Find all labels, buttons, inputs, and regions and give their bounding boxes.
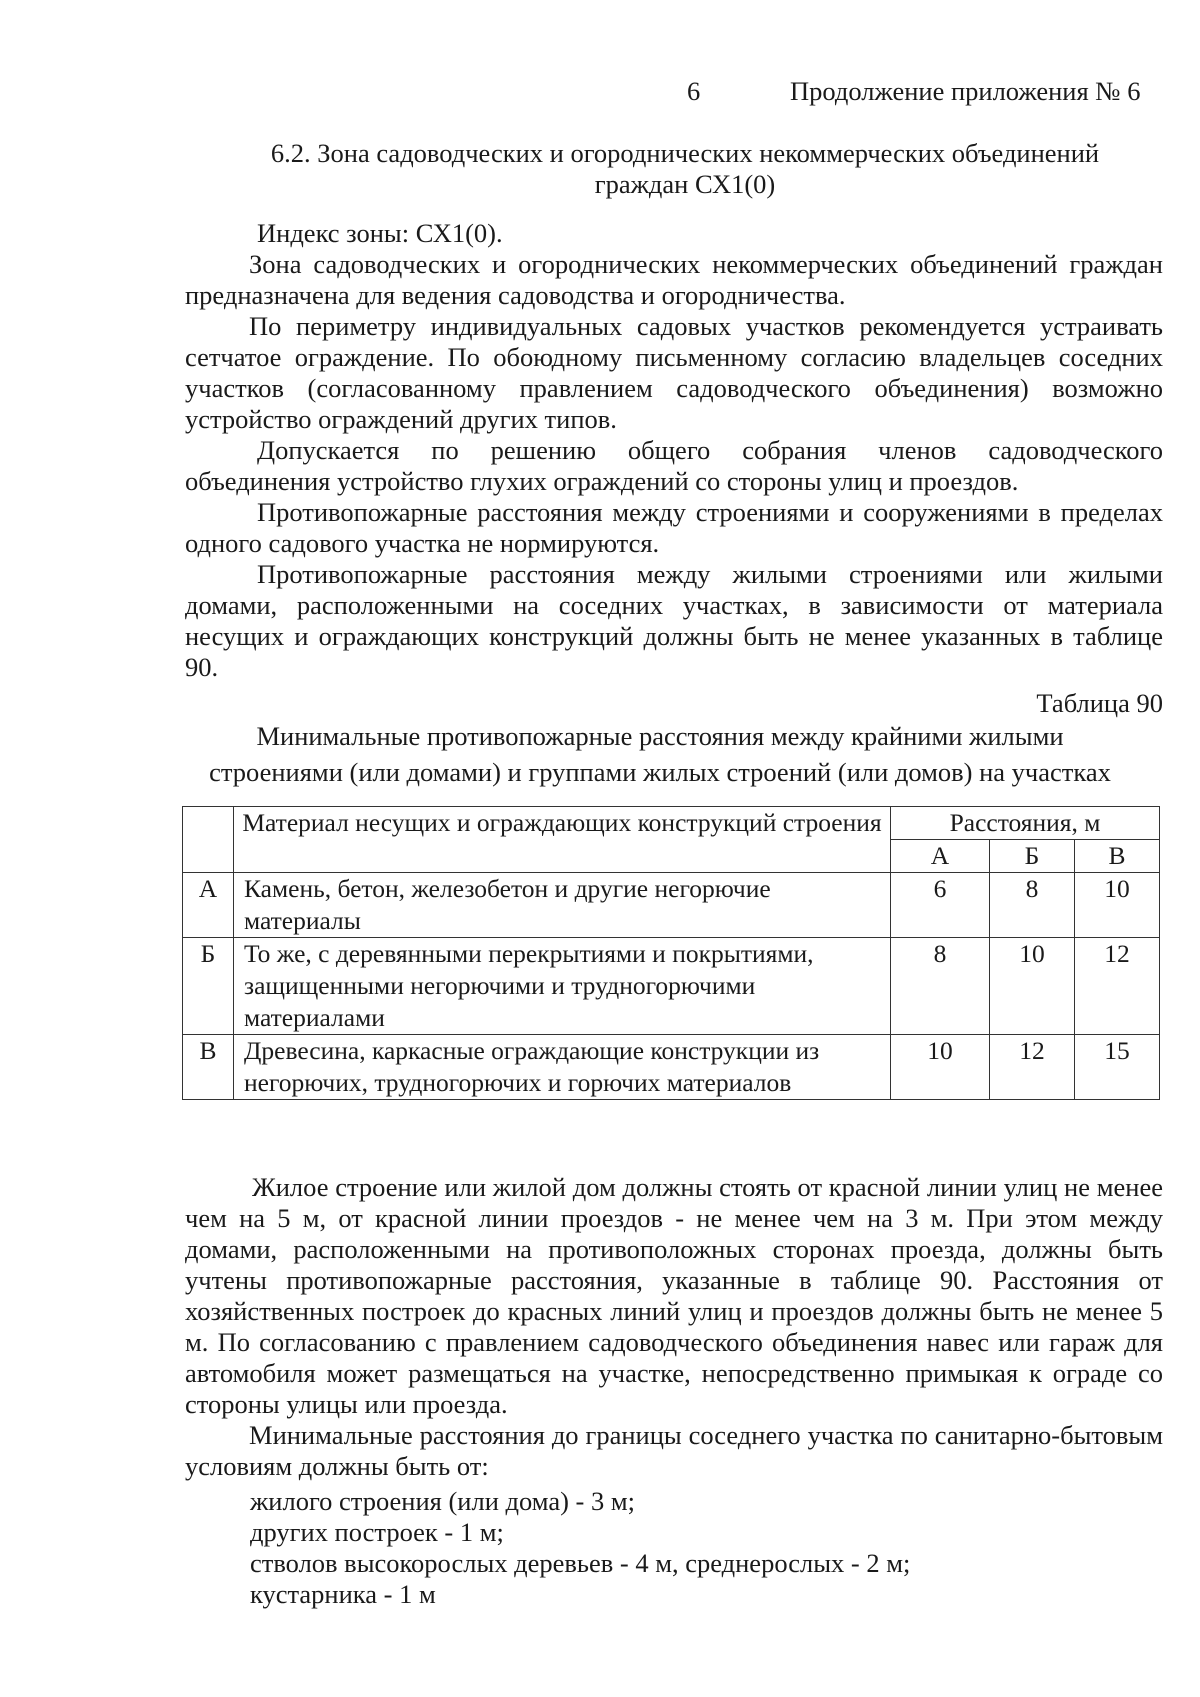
row-value-b: 12: [990, 1035, 1075, 1100]
list-item: кустарника - 1 м: [250, 1579, 436, 1609]
table-title-line1: Минимальные противопожарные расстояния между крайними жилыми: [256, 721, 1064, 751]
row-value-a: 8: [891, 938, 990, 1035]
table-header-material: Материал несущих и ограждающих конструкций строения: [234, 807, 891, 873]
page-number: 6: [687, 76, 701, 106]
row-value-b: 8: [990, 873, 1075, 938]
paragraph-purpose: Зона садоводческих и огороднических некоммерческих объединений граждан предназначена для ведения садоводства и огородничества.: [185, 249, 1163, 310]
after-table-text: [185, 1172, 1163, 1482]
row-value-b: 10: [990, 938, 1075, 1035]
list-item: других построек - 1 м;: [250, 1517, 504, 1547]
paragraph-fire-distances-same-plot: Противопожарные расстояния между строениями и сооружениями в пределах одного садового участка не нормируются.: [185, 497, 1163, 558]
fire-distance-table: [182, 806, 1160, 1100]
row-value-a: 10: [891, 1035, 990, 1100]
table-title: [180, 718, 1140, 790]
row-key: Б: [183, 938, 234, 1035]
table-subheader-b: Б: [990, 840, 1075, 873]
row-key: В: [183, 1035, 234, 1100]
section-title: [185, 138, 1185, 200]
paragraph-sanitary-distances: Минимальные расстояния до границы соседнего участка по санитарно-бытовым условиям должны быть от:: [185, 1420, 1163, 1481]
paragraph-solid-fences: Допускается по решению общего собрания членов садоводческого объединения устройство глухих ограждений со стороны улиц и проездов.: [185, 435, 1163, 496]
continuation-note: Продолжение приложения № 6: [790, 76, 1141, 106]
table-header-distances: Расстояния, м: [891, 807, 1160, 840]
table-row: [183, 938, 1160, 1035]
paragraph-red-lines: Жилое строение или жилой дом должны стоять от красной линии улиц не менее чем на 5 м, от красной линии проездов - не менее чем на 3 м. При этом между домами, расположенными на противоположных сторонах проезда, должны быть учтены противопожарные расстояния, указанные в таблице 90. Расстояния от хозяйственных построек до красных линий улиц и проездов должны быть не менее 5 м. По согласованию с правлением садоводческого объединения навес или гараж для автомобиля может размещаться на участке, непосредственно примыкая к ограде со стороны улицы или проезда.: [185, 1172, 1163, 1419]
table-header-row: [183, 807, 1160, 840]
paragraph-fencing: По периметру индивидуальных садовых участков рекомендуется устраивать сетчатое ограждение. По обоюдному письменному согласию владельцев соседних участков (согласованному правлением садоводческого объединения) возможно устройство ограждений других типов.: [185, 311, 1163, 434]
row-value-v: 15: [1075, 1035, 1160, 1100]
table-row: [183, 1035, 1160, 1100]
distance-list: [250, 1486, 1150, 1610]
table-row: [183, 873, 1160, 938]
table-subheader-v: В: [1075, 840, 1160, 873]
list-item: жилого строения (или дома) - 3 м;: [250, 1486, 636, 1516]
zone-index: Индекс зоны: СХ1(0).: [257, 218, 503, 248]
paragraph-fire-distances-neighbors: Противопожарные расстояния между жилыми строениями или жилыми домами, расположенными на соседних участках, в зависимости от материала несущих и ограждающих конструкций должны быть не менее указанных в таблице 90.: [185, 559, 1163, 682]
row-value-a: 6: [891, 873, 990, 938]
row-value-v: 12: [1075, 938, 1160, 1035]
table-subheader-a: А: [891, 840, 990, 873]
row-key: А: [183, 873, 234, 938]
intro-text: [185, 218, 1163, 683]
table-header-key: [183, 807, 234, 873]
table-title-line2: строениями (или домами) и группами жилых строений (или домов) на участках: [209, 757, 1111, 787]
section-title-line2: граждан СХ1(0): [594, 169, 776, 199]
table-caption: Таблица 90: [1036, 688, 1163, 718]
row-value-v: 10: [1075, 873, 1160, 938]
section-title-line1: 6.2. Зона садоводческих и огороднических некоммерческих объединений: [270, 138, 1100, 168]
row-material: Камень, бетон, железобетон и другие негорючие материалы: [234, 873, 891, 938]
row-material: То же, с деревянными перекрытиями и покрытиями, защищенными негорючими и трудногорючими материалами: [234, 938, 891, 1035]
row-material: Древесина, каркасные ограждающие конструкции из негорючих, трудногорючих и горючих материалов: [234, 1035, 891, 1100]
list-item: стволов высокорослых деревьев - 4 м, среднерослых - 2 м;: [250, 1548, 911, 1578]
